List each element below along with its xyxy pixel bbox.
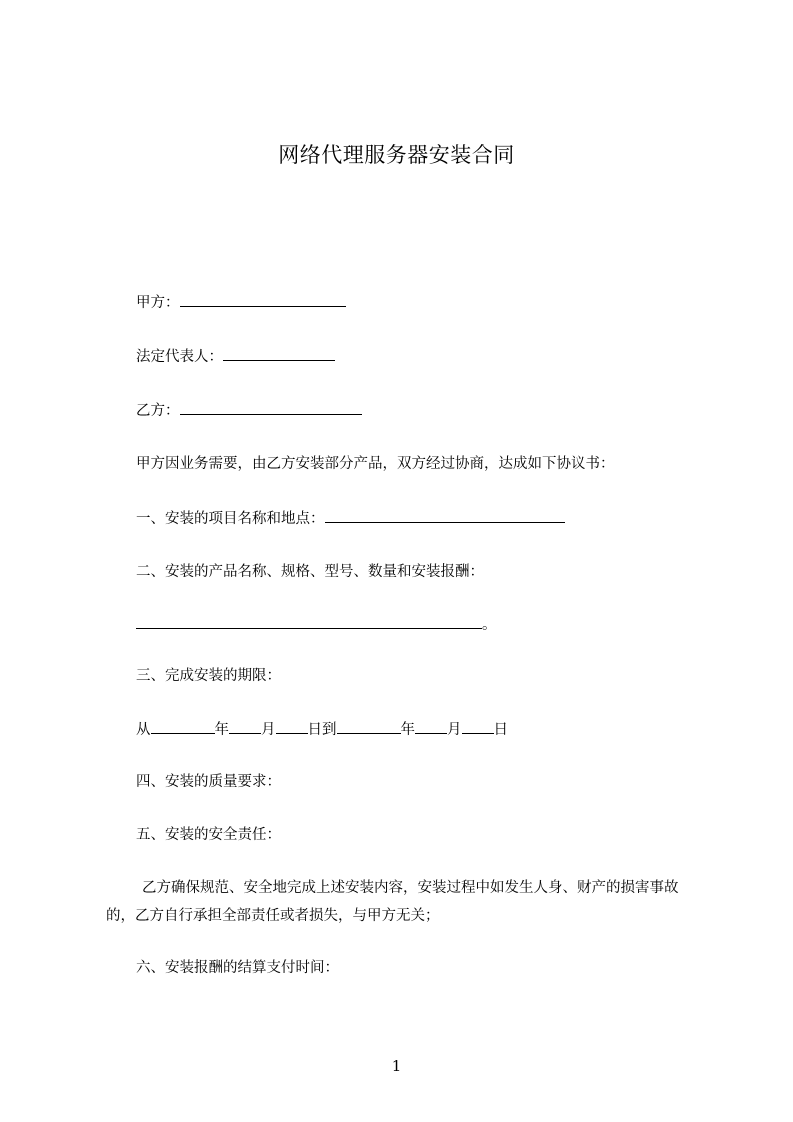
party-b-line <box>136 400 362 421</box>
date-day-to: 日到 <box>307 722 337 738</box>
section-2-blank <box>136 614 482 629</box>
section-5-paragraph <box>106 874 706 930</box>
start-day-blank <box>276 719 308 734</box>
date-from: 从 <box>136 722 151 738</box>
date-year-2: 年 <box>400 722 415 738</box>
date-year-1: 年 <box>214 722 229 738</box>
intro-text: 甲方因业务需要，由乙方安装部分产品，双方经过协商，达成如下协议书： <box>136 456 615 472</box>
start-year-blank <box>151 719 215 734</box>
section-3-heading: 三、完成安装的期限： <box>136 668 281 684</box>
page-number: 1 <box>391 1057 402 1075</box>
section-2-heading: 二、安装的产品名称、规格、型号、数量和安装报酬： <box>136 564 484 580</box>
section-4-heading: 四、安装的质量要求： <box>136 774 281 790</box>
section-1-blank <box>325 508 565 523</box>
section-5-heading: 五、安装的安全责任： <box>136 827 281 843</box>
section-1-line <box>136 508 565 529</box>
section-2-line-end: 。 <box>482 617 497 633</box>
document-title: 网络代理服务器安装合同 <box>278 143 515 167</box>
date-month-2: 月 <box>447 722 462 738</box>
party-b-label: 乙方： <box>136 403 180 419</box>
legal-rep-blank <box>223 346 335 361</box>
end-year-blank <box>337 719 401 734</box>
party-a-blank <box>180 292 346 307</box>
date-month-1: 月 <box>261 722 276 738</box>
legal-rep-label: 法定代表人： <box>136 349 223 365</box>
date-day-2: 日 <box>493 722 508 738</box>
start-month-blank <box>229 719 261 734</box>
section-2-fill-line <box>136 614 497 635</box>
section-5-body: 乙方确保规范、安全地完成上述安装内容，安装过程中如发生人身、财产的损害事故的，乙方自行承担全部责任或者损失，与甲方无关； <box>106 880 679 924</box>
party-a-line <box>136 292 346 313</box>
end-month-blank <box>415 719 447 734</box>
party-a-label: 甲方： <box>136 295 180 311</box>
legal-rep-line <box>136 346 335 367</box>
section-6-heading: 六、安装报酬的结算支付时间： <box>136 960 339 976</box>
end-day-blank <box>462 719 494 734</box>
section-3-date-line <box>136 719 508 740</box>
party-b-blank <box>180 400 362 415</box>
section-1-heading: 一、安装的项目名称和地点： <box>136 511 325 527</box>
